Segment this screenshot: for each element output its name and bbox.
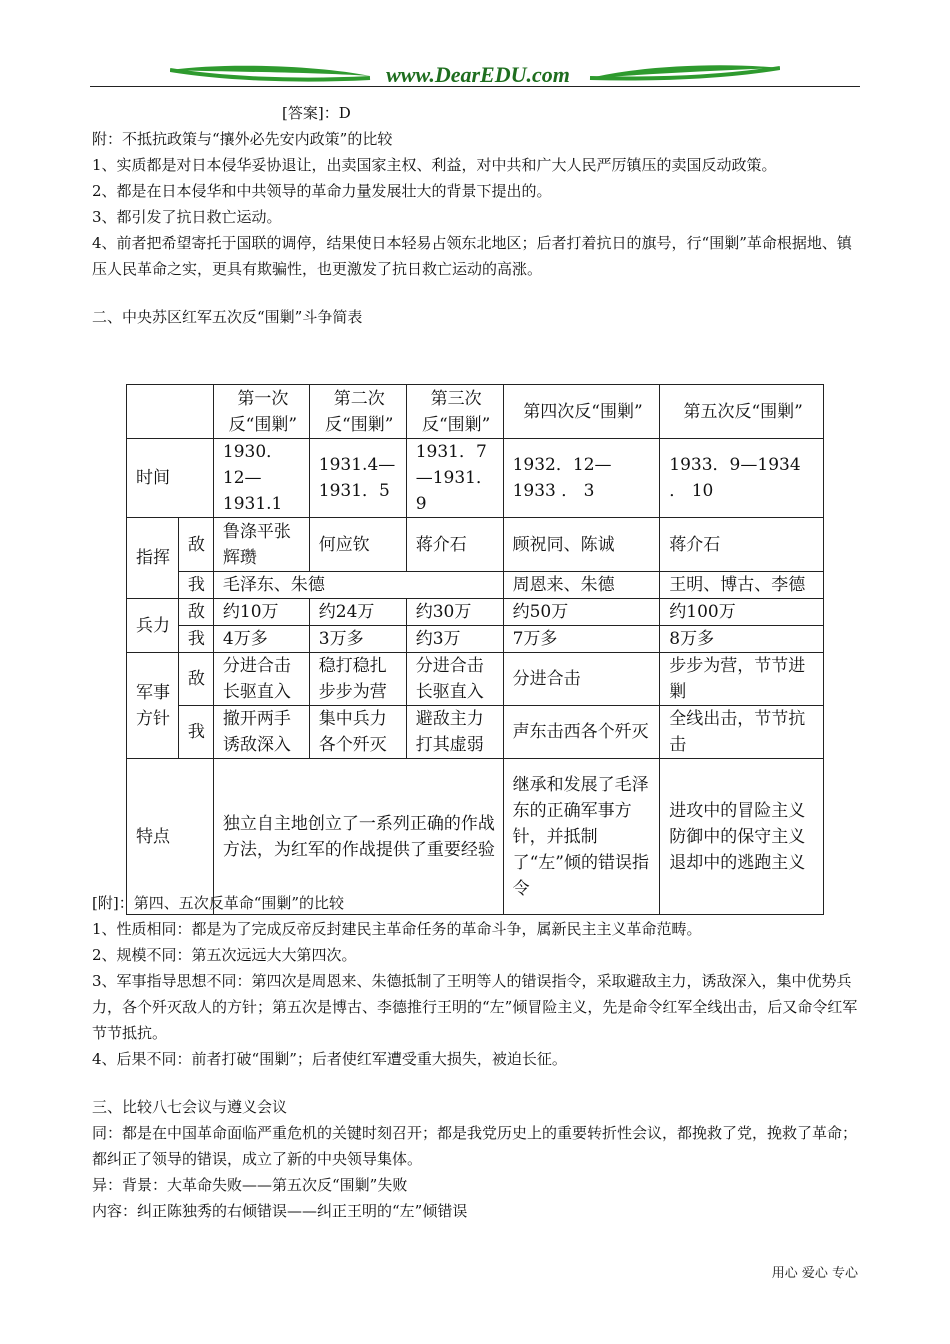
header-3: 第三次反“围剿” <box>406 385 503 439</box>
table-row <box>127 626 824 653</box>
policy-us-5: 全线出击，节节抗击 <box>660 706 824 759</box>
feature-1-3: 独立自主地创立了一系列正确的作战方法，为红军的作战提供了重要经验 <box>213 759 503 915</box>
policy-enemy-label: 敌 <box>178 653 213 706</box>
command-enemy-3: 蒋介石 <box>406 518 503 572</box>
force-enemy-1: 约10万 <box>213 599 309 626</box>
point-4: 4、前者把希望寄托于国联的调停，结果使日本轻易占领东北地区；后者打着抗日的旗号，行“围剿”革命根据地、镇压人民革命之实，更具有欺骗性，也更激发了抗日救亡运动的高涨。 <box>92 234 852 278</box>
command-enemy-label: 敌 <box>178 518 213 572</box>
feature-5: 进攻中的冒险主义防御中的保守主义退却中的逃跑主义 <box>660 759 824 915</box>
time-label: 时间 <box>127 439 214 518</box>
point-2: 2、都是在日本侵华和中共领导的革命力量发展壮大的背景下提出的。 <box>92 182 552 200</box>
footer-slogan: 用心 爱心 专心 <box>771 1266 858 1281</box>
section3-background: 异：背景：大革命失败——第五次反“围剿”失败 <box>92 1176 408 1194</box>
table-row <box>127 518 824 572</box>
time-2: 1931.4—1931．5 <box>309 439 406 518</box>
top-section <box>92 100 864 330</box>
feature-label: 特点 <box>127 759 214 915</box>
force-enemy-5: 约100万 <box>660 599 824 626</box>
logo-text: www.DearEDU.com <box>386 62 570 87</box>
command-us-1-3: 毛泽东、朱德 <box>213 572 503 599</box>
table-row <box>127 572 824 599</box>
header-5: 第五次反“围剿” <box>660 385 824 439</box>
policy-enemy-1: 分进合击长驱直入 <box>213 653 309 706</box>
header-4: 第四次反“围剿” <box>503 385 660 439</box>
section3-same: 同：都是在中国革命面临严重危机的关键时刻召开；都是我党历史上的重要转折性会议，都挽救了党，挽救了革命；都纠正了领导的错误，成立了新的中央领导集体。 <box>92 1124 858 1168</box>
mid-point-4: 4、后果不同：前者打破“围剿”；后者使红军遭受重大损失，被迫长征。 <box>92 1050 567 1068</box>
answer-line: [答案]：D <box>282 104 351 122</box>
compare-title: 附：不抵抗政策与“攘外必先安内政策”的比较 <box>92 130 393 148</box>
policy-us-3: 避敌主力打其虚弱 <box>406 706 503 759</box>
force-enemy-4: 约50万 <box>503 599 660 626</box>
point-1: 1、实质都是对日本侵华妥协退让，出卖国家主权、利益，对中共和广大人民严厉镇压的卖国反动政策。 <box>92 156 777 174</box>
mid-title: [附]：第四、五次反革命“围剿”的比较 <box>92 894 345 912</box>
time-5: 1933．9—1934 ． 10 <box>660 439 824 518</box>
policy-label: 军事方针 <box>127 653 179 759</box>
force-us-5: 8万多 <box>660 626 824 653</box>
policy-us-1: 撤开两手诱敌深入 <box>213 706 309 759</box>
table-row <box>127 653 824 706</box>
policy-us-label: 我 <box>178 706 213 759</box>
command-enemy-1: 鲁涤平张辉瓒 <box>213 518 309 572</box>
command-us-4: 周恩来、朱德 <box>503 572 660 599</box>
corner-cell <box>127 385 214 439</box>
force-us-4: 7万多 <box>503 626 660 653</box>
site-logo <box>170 58 780 88</box>
force-label: 兵力 <box>127 599 179 653</box>
policy-enemy-5: 步步为营，节节进剿 <box>660 653 824 706</box>
mid-point-1: 1、性质相同：都是为了完成反帝反封建民主革命任务的革命斗争，属新民主主义革命范畴。 <box>92 920 702 938</box>
table-row <box>127 599 824 626</box>
force-us-2: 3万多 <box>309 626 406 653</box>
mid-point-3: 3、军事指导思想不同：第四次是周恩来、朱德抵制了王明等人的错误指令，采取避敌主力，诱敌深入，集中优势兵力，各个歼灭敌人的方针；第五次是博古、李德推行王明的“左”倾冒险主义，先是命令红军全线出击，后又命令红军节节抵抗。 <box>92 972 858 1042</box>
policy-us-2: 集中兵力各个歼灭 <box>309 706 406 759</box>
force-us-3: 约3万 <box>406 626 503 653</box>
header-rule <box>90 86 860 87</box>
table-row <box>127 385 824 439</box>
section3-title: 三、比较八七会议与遵义会议 <box>92 1098 288 1116</box>
command-enemy-2: 何应钦 <box>309 518 406 572</box>
policy-enemy-2: 稳打稳扎步步为营 <box>309 653 406 706</box>
mid-section <box>92 890 864 1224</box>
section3-content: 内容：纠正陈独秀的右倾错误——纠正王明的“左”倾错误 <box>92 1202 468 1220</box>
command-enemy-4: 顾祝同、陈诚 <box>503 518 660 572</box>
command-us-label: 我 <box>178 572 213 599</box>
force-enemy-3: 约30万 <box>406 599 503 626</box>
time-4: 1932．12—1933 ． 3 <box>503 439 660 518</box>
campaign-table <box>126 384 824 915</box>
policy-us-4: 声东击西各个歼灭 <box>503 706 660 759</box>
force-enemy-label: 敌 <box>178 599 213 626</box>
command-enemy-5: 蒋介石 <box>660 518 824 572</box>
table-row <box>127 439 824 518</box>
force-enemy-2: 约24万 <box>309 599 406 626</box>
table-row <box>127 706 824 759</box>
command-label: 指挥 <box>127 518 179 599</box>
header-2: 第二次反“围剿” <box>309 385 406 439</box>
time-3: 1931．7—1931．9 <box>406 439 503 518</box>
mid-point-2: 2、规模不同：第五次远远大大第四次。 <box>92 946 357 964</box>
force-us-1: 4万多 <box>213 626 309 653</box>
header-1: 第一次反“围剿” <box>213 385 309 439</box>
feature-4: 继承和发展了毛泽东的正确军事方针，并抵制了“左”倾的错误指令 <box>503 759 660 915</box>
point-3: 3、都引发了抗日救亡运动。 <box>92 208 282 226</box>
section2-title: 二、中央苏区红军五次反“围剿”斗争简表 <box>92 308 363 326</box>
policy-enemy-4: 分进合击 <box>503 653 660 706</box>
time-1: 1930．12—1931.1 <box>213 439 309 518</box>
command-us-5: 王明、博古、李德 <box>660 572 824 599</box>
force-us-label: 我 <box>178 626 213 653</box>
policy-enemy-3: 分进合击长驱直入 <box>406 653 503 706</box>
